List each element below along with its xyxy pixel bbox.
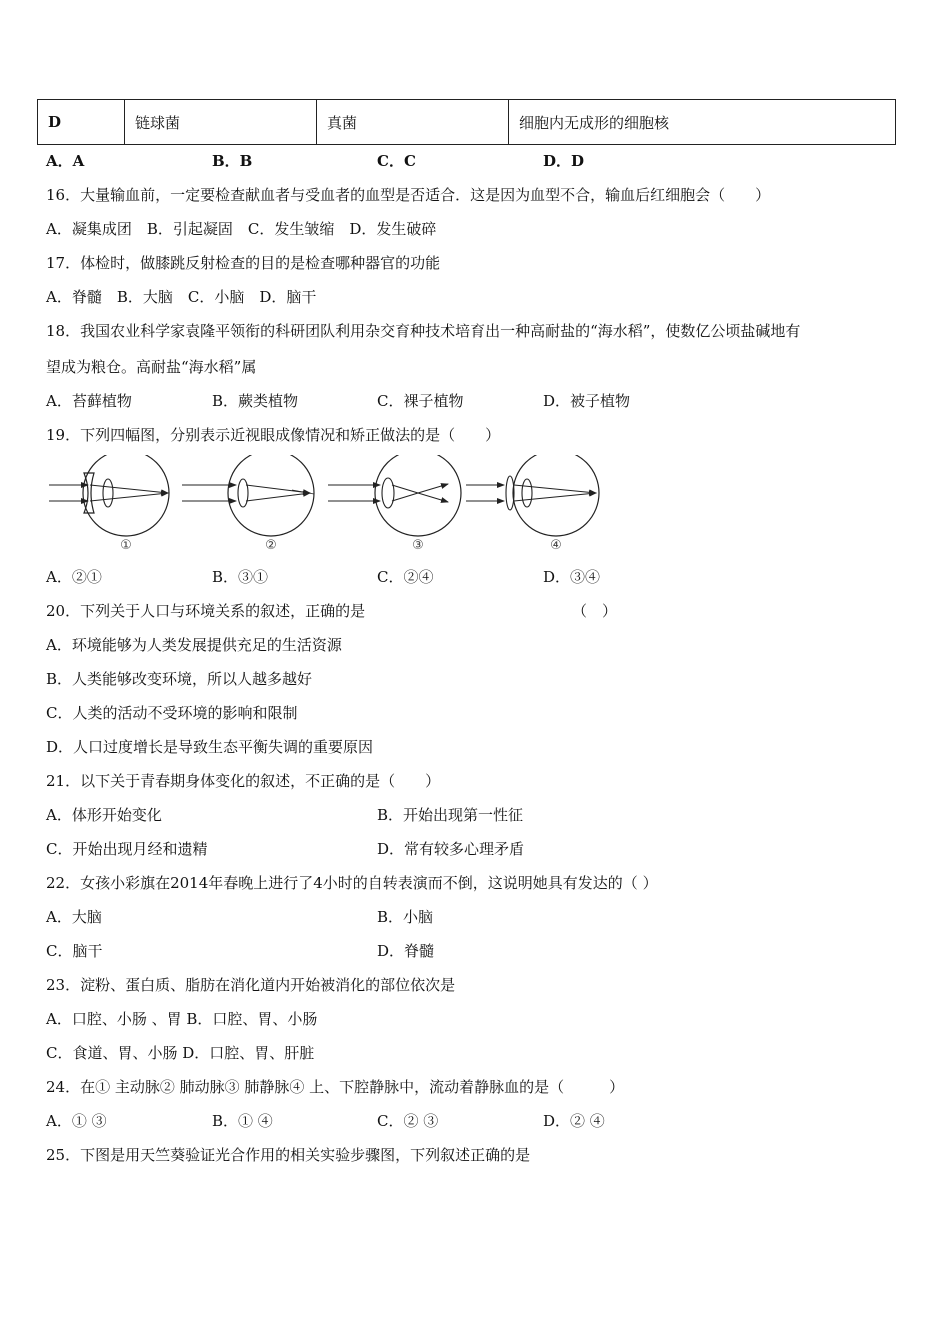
eye-label-3: ③ [412,538,424,553]
q22-option-a: A．大脑 [46,908,102,926]
q24-option-a: A．① ③ [46,1112,107,1130]
q19-option-d: D．③④ [543,568,601,586]
answer-table [37,99,896,145]
q17-options: A．脊髓 B．大脑 C．小脑 D．脑干 [46,288,317,306]
table-row [38,100,896,145]
q20-option-b: B．人类能够改变环境，所以人越多越好 [46,670,313,688]
q15-option-d: D．D [543,152,585,170]
q15-option-c: C．C [377,152,416,170]
q24-option-c: C．② ③ [377,1112,439,1130]
table-cell: 真菌 [317,100,509,145]
table-cell: 细胞内无成形的细胞核 [509,100,896,145]
q23-stem: 23．淀粉、蛋白质、脂肪在消化道内开始被消化的部位依次是 [46,976,456,994]
q22-option-c: C．脑干 [46,942,103,960]
q20-option-c: C．人类的活动不受环境的影响和限制 [46,704,298,722]
q21-option-d: D．常有较多心理矛盾 [377,840,525,858]
q21-stem: 21．以下关于青春期身体变化的叙述，不正确的是（ ） [46,772,441,790]
q18-option-b: B．蕨类植物 [212,392,299,410]
eye-label-4: ④ [550,538,562,553]
eye-diagram-2 [182,455,314,536]
q21-option-b: B．开始出现第一性征 [377,806,524,824]
q16-stem: 16．大量输血前，一定要检查献血者与受血者的血型是否适合．这是因为血型不合，输血后红细胞会（ ） [46,186,771,204]
eye-label-1: ① [120,538,132,553]
q20-stem: 20．下列关于人口与环境关系的叙述，正确的是 [46,602,366,620]
q22-stem: 22．女孩小彩旗在2014年春晚上进行了4小时的自转表演而不倒，这说明她具有发达的（ ） [46,874,658,892]
q16-options: A．凝集成团 B．引起凝固 C．发生皱缩 D．发生破碎 [46,220,437,238]
eye-diagram-1 [49,455,169,536]
q24-stem: 24．在① 主动脉② 肺动脉③ 肺静脉④ 上、下腔静脉中，流动着静脉血的是（ ） [46,1078,625,1096]
q19-option-c: C．②④ [377,568,434,586]
q23-options-cd: C．食道、胃、小肠 D．口腔、胃、肝脏 [46,1044,315,1062]
q24-option-d: D．② ④ [543,1112,605,1130]
eye-diagram-3 [328,455,461,536]
q25-stem: 25．下图是用天竺葵验证光合作用的相关实验步骤图，下列叙述正确的是 [46,1146,531,1164]
q18-option-a: A．苔藓植物 [46,392,132,410]
q19-option-a: A．②① [46,568,102,586]
q20-option-a: A．环境能够为人类发展提供充足的生活资源 [46,636,342,654]
q24-option-b: B．① ④ [212,1112,273,1130]
q18-stem-line2: 望成为粮仓。高耐盐“海水稻”属 [46,358,257,376]
q21-option-a: A．体形开始变化 [46,806,162,824]
q19-option-b: B．③① [212,568,269,586]
q22-option-d: D．脊髓 [377,942,435,960]
q21-option-c: C．开始出现月经和遗精 [46,840,208,858]
q23-options-ab: A．口腔、小肠 、胃 B．口腔、胃、小肠 [46,1010,318,1028]
q20-answer-paren: （ ） [572,602,618,620]
q18-option-d: D．被子植物 [543,392,631,410]
eye-diagram-4 [466,455,599,536]
table-cell: D [38,100,125,145]
eye-label-2: ② [265,538,277,553]
q18-option-c: C．裸子植物 [377,392,464,410]
table-cell: 链球菌 [125,100,317,145]
q19-stem: 19．下列四幅图，分别表示近视眼成像情况和矫正做法的是（ ） [46,426,501,444]
q15-option-b: B．B [212,152,253,170]
q15-option-a: A．A [46,152,85,170]
q17-stem: 17．体检时，做膝跳反射检查的目的是检查哪种器官的功能 [46,254,441,272]
q20-option-d: D．人口过度增长是导致生态平衡失调的重要原因 [46,738,374,756]
q22-option-b: B．小脑 [377,908,434,926]
q18-stem-line1: 18．我国农业科学家袁隆平领衔的科研团队利用杂交育种技术培育出一种高耐盐的“海水稻”，使数亿公顷盐碱地有 [46,322,801,340]
eye-diagrams [46,455,606,555]
